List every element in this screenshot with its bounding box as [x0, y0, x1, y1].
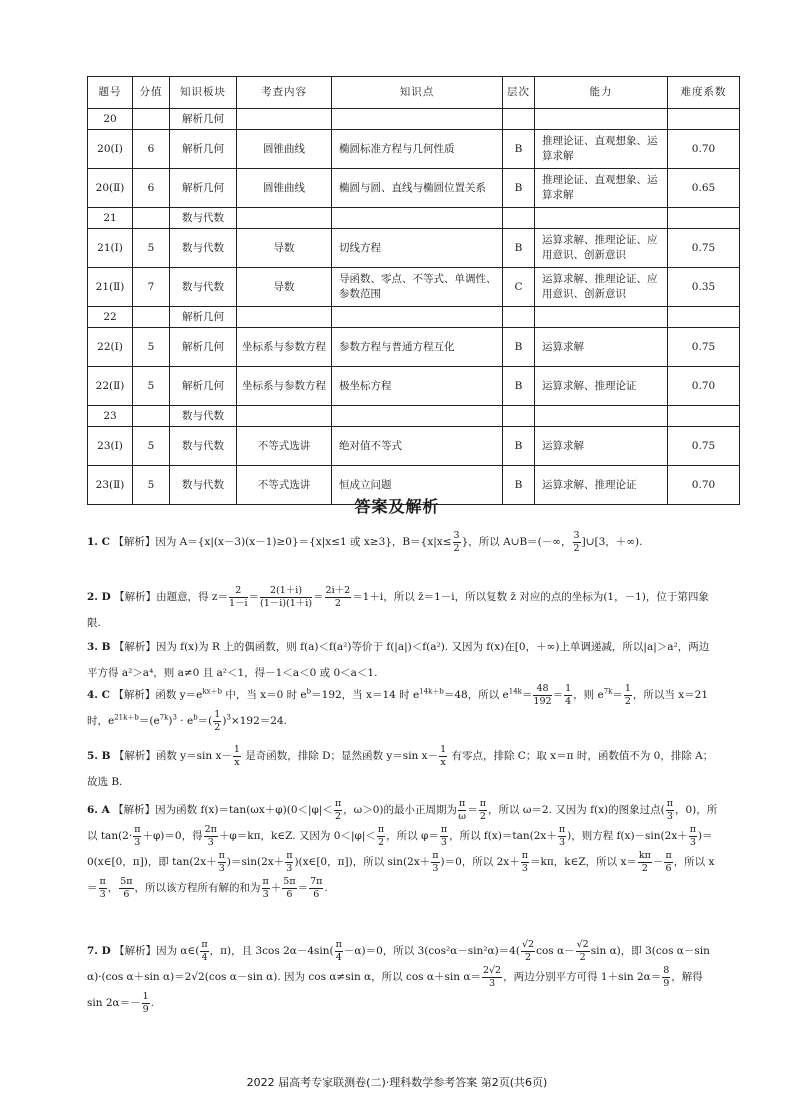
table-row	[88, 109, 740, 130]
answer-3	[87, 634, 719, 686]
text: ]∪[3，＋∞).	[581, 536, 643, 548]
analysis-tag: 【解析】	[113, 536, 156, 548]
header-cell: 题号	[88, 77, 133, 109]
cell-level: B	[503, 328, 535, 367]
table-row	[88, 169, 740, 208]
cell-ability: 推理论证、直观想象、运算求解	[535, 130, 668, 169]
cell-level: C	[503, 268, 535, 307]
fraction: $\frac{\pi}{3}$	[262, 875, 269, 900]
cell-score	[133, 109, 170, 130]
cell-difficulty: 0.75	[668, 328, 740, 367]
cell-content: 圆锥曲线	[237, 130, 332, 169]
header-cell: 层次	[503, 77, 535, 109]
fraction: $\frac{\pi}{4}$	[201, 938, 208, 963]
cell-knowledge: 极坐标方程	[332, 367, 503, 406]
fraction: $\frac{\pi}{4}$	[335, 938, 342, 963]
cell-difficulty: 0.65	[668, 169, 740, 208]
cell-level	[503, 307, 535, 328]
cell-difficulty	[668, 406, 740, 427]
header-cell: 知识点	[332, 77, 503, 109]
cell-ability: 运算求解、推理论证	[535, 367, 668, 406]
answer-number: 3. B	[87, 641, 111, 653]
cell-number: 20(Ⅰ)	[88, 130, 133, 169]
cell-difficulty: 0.70	[668, 367, 740, 406]
cell-knowledge: 绝对值不等式	[332, 427, 503, 466]
analysis-tag: 【解析】	[113, 804, 156, 816]
cell-level: B	[503, 229, 535, 268]
table-row	[88, 367, 740, 406]
fraction: $\frac{\pi}{3}$	[432, 849, 439, 874]
cell-difficulty	[668, 109, 740, 130]
section-title: 答案及解析	[354, 497, 440, 516]
fraction: $\frac{1}{x}$	[233, 743, 240, 768]
cell-knowledge: 椭圆与圆、直线与椭圆位置关系	[332, 169, 503, 208]
cell-content	[237, 307, 332, 328]
cell-ability	[535, 307, 668, 328]
cell-area: 数与代数	[170, 268, 237, 307]
cell-content: 导数	[237, 229, 332, 268]
cell-knowledge	[332, 109, 503, 130]
header-cell: 分值	[133, 77, 170, 109]
cell-area: 解析几何	[170, 367, 237, 406]
cell-score	[133, 208, 170, 229]
answer-number: 2. D	[87, 591, 111, 603]
cell-content: 坐标系与参数方程	[237, 367, 332, 406]
fraction: $\frac{8}{9}$	[663, 964, 670, 989]
cell-area: 数与代数	[170, 427, 237, 466]
table-header-row	[88, 77, 740, 109]
fraction: $\frac{\pi}{2}$	[479, 797, 487, 822]
cell-level: B	[503, 169, 535, 208]
cell-area: 解析几何	[170, 328, 237, 367]
cell-content	[237, 406, 332, 427]
cell-score: 5	[133, 229, 170, 268]
cell-number: 22(Ⅱ)	[88, 367, 133, 406]
cell-score: 5	[133, 367, 170, 406]
fraction: $\frac{\pi}{3}$	[99, 875, 106, 900]
cell-difficulty: 0.75	[668, 229, 740, 268]
cell-score: 5	[133, 328, 170, 367]
cell-difficulty: 0.35	[668, 268, 740, 307]
cell-score: 7	[133, 268, 170, 307]
fraction: $\frac{3}{2}$	[573, 529, 580, 554]
cell-knowledge: 恒成立问题	[332, 466, 503, 505]
table-row	[88, 208, 740, 229]
fraction: $\frac{\pi}{3}$	[134, 823, 141, 848]
cell-number: 21(Ⅱ)	[88, 268, 133, 307]
cell-number: 21(Ⅰ)	[88, 229, 133, 268]
cell-ability	[535, 208, 668, 229]
cell-level: B	[503, 427, 535, 466]
fraction: $\frac{\pi}{3}$	[558, 823, 566, 848]
fraction: $\frac{1}{4}$	[565, 682, 572, 707]
cell-difficulty: 0.70	[668, 466, 740, 505]
header-cell: 难度系数	[668, 77, 740, 109]
cell-ability: 运算求解、推理论证、应用意识、创新意识	[535, 268, 668, 307]
table-row	[88, 307, 740, 328]
text: ＝1＋i，所以 z̄＝1－i，所以复数 z̄ 对应的点的坐标为(1，－1)，位于第四象限.	[87, 591, 709, 629]
cell-content: 不等式选讲	[237, 466, 332, 505]
fraction: $\frac{\pi}{\omega}$	[458, 797, 467, 822]
answer-6: 6. A 【解析】因为函数 f(x)＝tan(ωx＋φ)(0＜|φ|＜ $\frac{\pi}{2}$ ，ω＞0)的最小正周期为 $\frac{\pi}{\omega}$ ＝ $\frac{\pi}{2}$ ，所以 ω＝2. 又因为 f(x)的图象过点( $\frac{\pi}{3}$ ，0)，所以 tan(2· $\frac{\pi}{3}$ ＋φ)＝0，得 $\frac{2\pi}{3}$ ＋φ＝kπ，k∈Z. 又因为 0＜|φ|＜ $\frac{\pi}{2}$ ，所以 φ＝ $\frac{\pi}{3}$ ，所以 f(x)＝tan(2x＋ $\frac{\pi}{3}$ )，则方程 f(x)－sin(2x＋ $\frac{\pi}{3}$ )＝0(x∈[0，π])，即 tan(2x＋ $\frac{\pi}{3}$ )＝sin(2x＋ $\frac{\pi}{3}$ )(x∈[0，π])，所以 sin(2x＋ $\frac{\pi}{3}$ )＝0，所以 2x＋ $\frac{\pi}{3}$ ＝kπ，k∈Z，所以 x＝ $\frac{k\pi}{2}$ － $\frac{\pi}{6}$ ，所以 x＝ $\frac{\pi}{3}$ ， $\frac{5\pi}{6}$ ，所以该方程所有解的和为 $\frac{\pi}{3}$ ＋ $\frac{5\pi}{6}$ ＝ $\frac{7\pi}{6}$ .	[87, 797, 718, 900]
fraction: $\frac{\pi}{6}$	[665, 849, 672, 874]
text: ＝	[248, 591, 260, 603]
cell-score	[133, 406, 170, 427]
analysis-tag: 【解析】	[113, 641, 156, 653]
cell-score: 5	[133, 427, 170, 466]
cell-content	[237, 208, 332, 229]
cell-level	[503, 109, 535, 130]
cell-number: 22	[88, 307, 133, 328]
cell-content	[237, 109, 332, 130]
cell-knowledge: 切线方程	[332, 229, 503, 268]
page-footer: 2022 届高考专家联测卷(二)·理科数学参考答案 第2页(共6页)	[246, 1076, 548, 1089]
cell-number: 21	[88, 208, 133, 229]
answer-number: 5. B	[87, 750, 111, 762]
analysis-tag: 【解析】	[114, 591, 157, 603]
fraction: $\frac{\pi}{3}$	[286, 849, 293, 874]
analysis-tag: 【解析】	[114, 945, 157, 957]
cell-knowledge: 参数方程与普通方程互化	[332, 328, 503, 367]
cell-score: 6	[133, 169, 170, 208]
answer-7: 7. D 【解析】因为 α∈( $\frac{\pi}{4}$ ，π)，且 3cos 2α－4sin( $\frac{\pi}{4}$ －α)＝0，所以 3(cos²α－sin²α)＝4( $\frac{√2}{2}$ cos α－ $\frac{√2}{2}$ sin α)，即 3(cos α－sin α)·(cos α＋sin α)＝2√2(cos α－sin α). 因为 cos α≠sin α，所以 cos α＋sin α＝ $\frac{2√2}{3}$ ，两边分别平方可得 1＋sin 2α＝ $\frac{8}{9}$ ，解得 sin 2α＝－ $\frac{1}{9}$ .	[87, 938, 710, 1015]
cell-knowledge: 椭圆标准方程与几何性质	[332, 130, 503, 169]
cell-difficulty: 0.75	[668, 427, 740, 466]
cell-difficulty: 0.70	[668, 130, 740, 169]
cell-ability	[535, 406, 668, 427]
fraction: $\frac{3}{2}$	[453, 529, 460, 554]
cell-area: 解析几何	[170, 169, 237, 208]
table-row	[88, 130, 740, 169]
cell-ability: 推理论证、直观想象、运算求解	[535, 169, 668, 208]
cell-number: 23(Ⅱ)	[88, 466, 133, 505]
fraction: $\frac{5\pi}{6}$	[120, 875, 133, 900]
cell-area: 解析几何	[170, 109, 237, 130]
cell-ability: 运算求解、推理论证	[535, 466, 668, 505]
fraction: $\frac{1}{2}$	[214, 708, 221, 733]
answer-2	[87, 584, 719, 636]
answer-number: 7. D	[87, 945, 111, 957]
cell-content: 圆锥曲线	[237, 169, 332, 208]
table-row	[88, 406, 740, 427]
text: 因为 A＝{x|(x－3)(x－1)≥0}＝{x|x≤1 或 x≥3}，B＝{x|x≤	[155, 536, 452, 548]
cell-area: 数与代数	[170, 466, 237, 505]
fraction: $\frac{1}{x}$	[440, 743, 447, 768]
table-row	[88, 229, 740, 268]
answer-number: 4. C	[87, 689, 110, 701]
fraction: $\frac{1}{9}$	[142, 990, 149, 1015]
header-cell: 知识板块	[170, 77, 237, 109]
text: 因为 f(x)为 R 上的偶函数，则 f(a)＜f(a²)等价于 f(|a|)＜f(a²). 又因为 f(x)在[0，＋∞)上单调递减，所以|a|＞a²，两边平方得 a²＞a⁴，则 a≠0 且 a²＜1，得－1＜a＜0 或 0＜a＜1.	[87, 641, 710, 679]
cell-knowledge	[332, 208, 503, 229]
fraction: $\frac{7\pi}{6}$	[310, 875, 323, 900]
fraction: $\frac{48}{192}$	[533, 682, 552, 707]
cell-content: 坐标系与参数方程	[237, 328, 332, 367]
cell-ability: 运算求解	[535, 427, 668, 466]
cell-number: 23	[88, 406, 133, 427]
answer-5: 5. B 【解析】函数 y＝sin x－ $\frac{1}{x}$ 是奇函数，排除 D；显然函数 y＝sin x－ $\frac{1}{x}$ 有零点，排除 C；取 x＝π 时，函数值不为 0，排除 A；故选 B.	[87, 743, 714, 788]
cell-number: 22(Ⅰ)	[88, 328, 133, 367]
cell-score	[133, 307, 170, 328]
answer-1	[87, 529, 719, 555]
fraction: $\frac{\pi}{2}$	[334, 797, 342, 822]
fraction: $\frac{1}{2}$	[624, 682, 631, 707]
fraction: $\frac{k\pi}{2}$	[638, 849, 651, 874]
fraction: $\frac{5\pi}{6}$	[283, 875, 296, 900]
analysis-tag: 【解析】	[113, 689, 156, 701]
fraction: $\frac{\pi}{3}$	[689, 823, 697, 848]
fraction: $\frac{2}{1-i}$	[228, 584, 248, 609]
cell-level: B	[503, 367, 535, 406]
fraction: $\frac{2√2}{3}$	[482, 964, 502, 989]
cell-number: 23(Ⅰ)	[88, 427, 133, 466]
cell-score: 6	[133, 130, 170, 169]
header-cell: 考查内容	[237, 77, 332, 109]
cell-knowledge	[332, 307, 503, 328]
answer-number: 1. C	[87, 536, 110, 548]
text: }，所以 A∪B＝(－∞，	[461, 536, 572, 548]
fraction: $\frac{\pi}{3}$	[666, 797, 673, 822]
fraction: $\frac{\pi}{2}$	[377, 823, 385, 848]
cell-number: 20	[88, 109, 133, 130]
cell-score: 5	[133, 466, 170, 505]
cell-level: B	[503, 466, 535, 505]
fraction: $\frac{2(1+i)}{(1-i)(1+i)}$	[260, 584, 313, 609]
exam-spec-table	[87, 76, 740, 505]
answer-4: 4. C 【解析】函数 $y=e^{kx+b}$ 中，当 x＝0 时 $e^b=192$，当 x＝14 时 $e^{14k+b}=48$，所以 $e^{14k}=$ $\frac{48}{192}$ ＝ $\frac{1}{4}$ ，则 $e^{7k}=$ $\frac{1}{2}$ ，所以当 x＝21 时，$e^{21k+b}=(e^{7k})^3 \cdot e^b=$( $\frac{1}{2}$ )$^3$×192＝24.	[87, 682, 709, 733]
cell-ability: 运算求解、推理论证、应用意识、创新意识	[535, 229, 668, 268]
fraction: $\frac{\pi}{3}$	[440, 823, 448, 848]
cell-content: 导数	[237, 268, 332, 307]
cell-area: 数与代数	[170, 208, 237, 229]
cell-level	[503, 208, 535, 229]
table-row	[88, 328, 740, 367]
fraction: $\frac{\pi}{3}$	[521, 849, 528, 874]
cell-knowledge: 导函数、零点、不等式、单调性、参数范围	[332, 268, 503, 307]
cell-content: 不等式选讲	[237, 427, 332, 466]
fraction: $\frac{\pi}{3}$	[218, 849, 225, 874]
analysis-tag: 【解析】	[113, 750, 156, 762]
cell-level	[503, 406, 535, 427]
table-row	[88, 427, 740, 466]
cell-difficulty	[668, 208, 740, 229]
cell-knowledge	[332, 406, 503, 427]
header-cell: 能力	[535, 77, 668, 109]
cell-number: 20(Ⅱ)	[88, 169, 133, 208]
answer-number: 6. A	[87, 804, 110, 816]
cell-area: 数与代数	[170, 229, 237, 268]
cell-level: B	[503, 130, 535, 169]
cell-ability: 运算求解	[535, 328, 668, 367]
table-row	[88, 268, 740, 307]
cell-difficulty	[668, 307, 740, 328]
fraction: $\frac{2i+2}{2}$	[325, 584, 351, 609]
text: 由题意，得 z＝	[156, 591, 228, 603]
fraction: $\frac{√2}{2}$	[576, 938, 589, 963]
fraction: $\frac{√2}{2}$	[521, 938, 535, 963]
cell-ability	[535, 109, 668, 130]
cell-area: 解析几何	[170, 130, 237, 169]
cell-area: 数与代数	[170, 406, 237, 427]
fraction: $\frac{2\pi}{3}$	[204, 823, 217, 848]
text: ＝	[313, 591, 324, 603]
cell-area: 解析几何	[170, 307, 237, 328]
